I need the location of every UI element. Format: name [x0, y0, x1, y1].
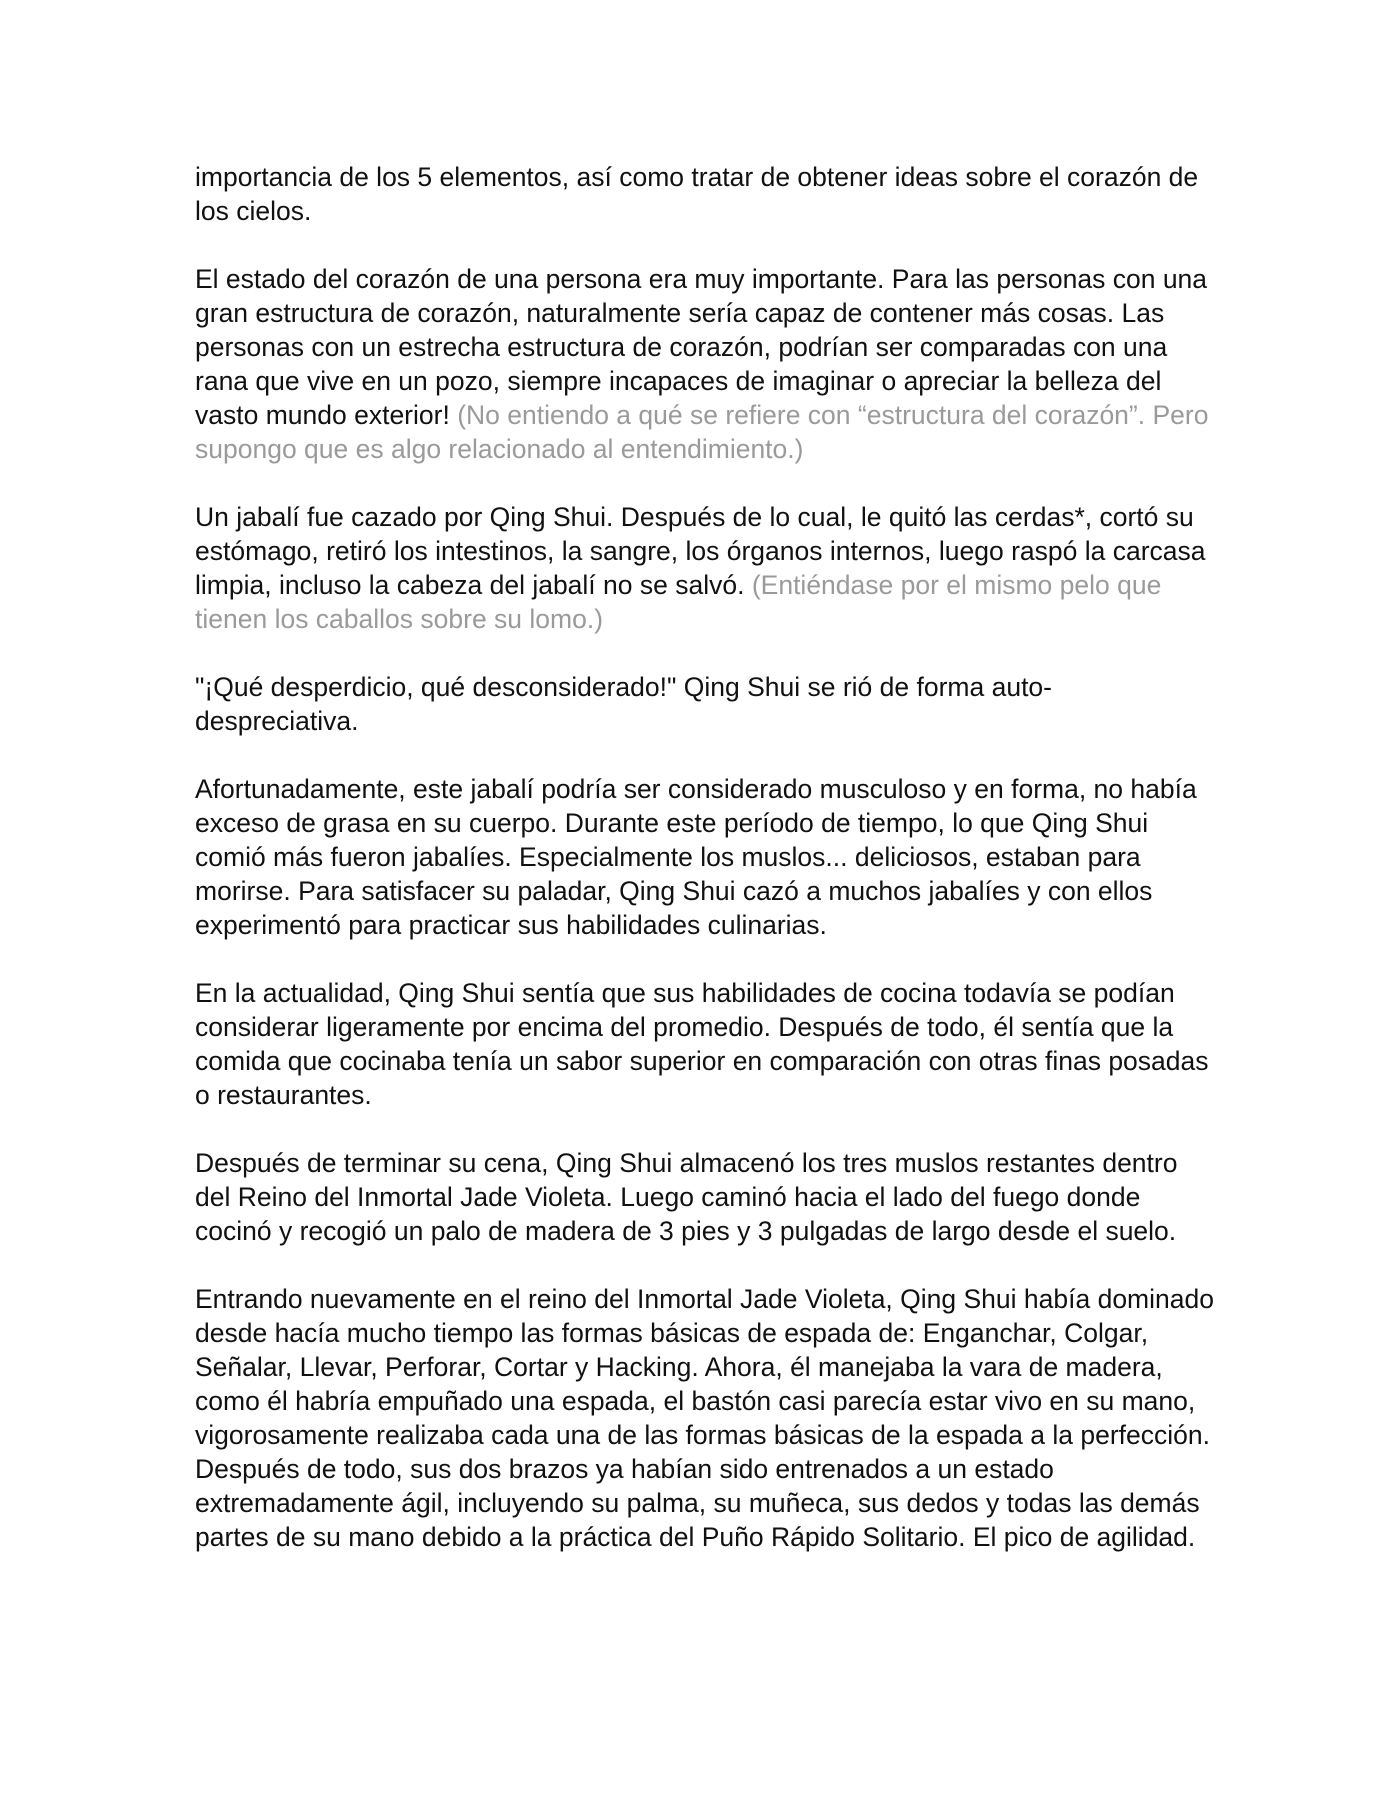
paragraph-6	[195, 976, 1215, 1112]
paragraph-1	[195, 160, 1215, 228]
paragraph-text: Entrando nuevamente en el reino del Inmortal Jade Violeta, Qing Shui había dominado desde hacía mucho tiempo las formas básicas de espada de: Enganchar, Colgar, Señalar, Llevar, Perforar, Cortar y Hacking. Ahora, él manejaba la vara de madera, como él habría empuñado una espada, el bastón casi parecía estar vivo en su mano, vigorosamente realizaba cada una de las formas básicas de la espada a la perfección. Después de todo, sus dos brazos ya habían sido entrenados a un estado extremadamente ágil, incluyendo su palma, su muñeca, sus dedos y todas las demás partes de su mano debido a la práctica del Puño Rápido Solitario. El pico de agilidad.	[195, 1284, 1214, 1552]
translator-note: (Entiéndase por el mismo pelo que tienen los caballos sobre su lomo.)	[195, 570, 1162, 634]
document-body	[195, 160, 1215, 1554]
paragraph-4	[195, 670, 1215, 738]
paragraph-text: importancia de los 5 elementos, así como tratar de obtener ideas sobre el corazón de los cielos.	[195, 162, 1199, 226]
paragraph-3	[195, 500, 1215, 636]
paragraph-text: En la actualidad, Qing Shui sentía que sus habilidades de cocina todavía se podían considerar ligeramente por encima del promedio. Después de todo, él sentía que la comida que cocinaba tenía un sabor superior en comparación con otras finas posadas o restaurantes.	[195, 978, 1209, 1110]
paragraph-text: Afortunadamente, este jabalí podría ser considerado musculoso y en forma, no había exceso de grasa en su cuerpo. Durante este período de tiempo, lo que Qing Shui comió más fueron jabalíes. Especialmente los muslos... deliciosos, estaban para morirse. Para satisfacer su paladar, Qing Shui cazó a muchos jabalíes y con ellos experimentó para practicar sus habilidades culinarias.	[195, 774, 1197, 940]
paragraph-text: Un jabalí fue cazado por Qing Shui. Después de lo cual, le quitó las cerdas*, cortó su estómago, retiró los intestinos, la sangre, los órganos internos, luego raspó la carcasa limpia, incluso la cabeza del jabalí no se salvó.	[195, 502, 1206, 600]
paragraph-8	[195, 1282, 1215, 1554]
paragraph-7	[195, 1146, 1215, 1248]
translator-note: (No entiendo a qué se refiere con “estructura del corazón”. Pero supongo que es algo relacionado al entendimiento.)	[195, 400, 1209, 464]
paragraph-text: El estado del corazón de una persona era muy importante. Para las personas con una gran estructura de corazón, naturalmente sería capaz de contener más cosas. Las personas con un estrecha estructura de corazón, podrían ser comparadas con una rana que vive en un pozo, siempre incapaces de imaginar o apreciar la belleza del vasto mundo exterior!	[195, 264, 1208, 430]
paragraph-text: Después de terminar su cena, Qing Shui almacenó los tres muslos restantes dentro del Reino del Inmortal Jade Violeta. Luego caminó hacia el lado del fuego donde cocinó y recogió un palo de madera de 3 pies y 3 pulgadas de largo desde el suelo.	[195, 1148, 1178, 1246]
paragraph-5	[195, 772, 1215, 942]
paragraph-text: "¡Qué desperdicio, qué desconsiderado!" Qing Shui se rió de forma auto-despreciativa.	[195, 672, 1052, 736]
paragraph-2	[195, 262, 1215, 466]
